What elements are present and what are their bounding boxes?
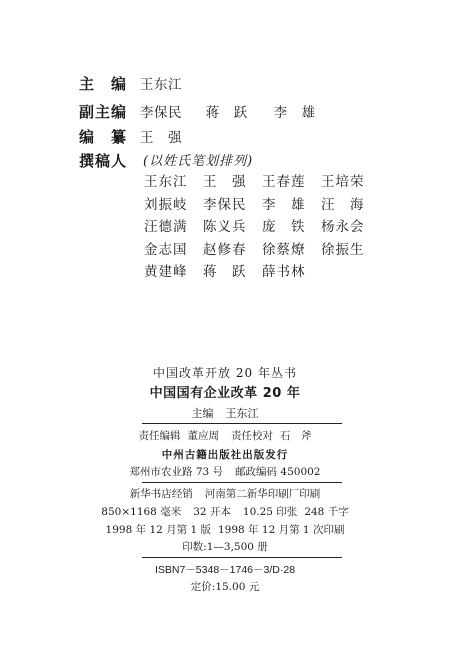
deputy-name: 李 雄	[273, 105, 316, 121]
responsible-editor-name: 董应周	[187, 430, 219, 442]
writer-name: 庞 铁	[262, 219, 306, 235]
compiler-role-label: 编 纂	[79, 128, 128, 146]
writer-name: 李保民	[203, 196, 247, 213]
isbn: ISBN7－5348－1746－3/D·28	[154, 564, 296, 576]
distribution-line	[0, 487, 450, 501]
distributor: 新华书店经销	[129, 488, 193, 500]
writers-role-label: 撰稿人	[79, 152, 128, 170]
price: 定价:15.00 元	[190, 581, 260, 593]
writer-name: 蒋 跃	[203, 264, 247, 280]
print-run: 印数:1—3,500 册	[182, 541, 268, 553]
writer-name: 王东江	[144, 174, 188, 190]
edition-line	[0, 523, 450, 537]
writer-name: 李 雄	[262, 196, 306, 213]
editor-name: 王东江	[225, 407, 259, 420]
responsible-editors-line	[0, 429, 450, 443]
writer-name: 王培荣	[321, 174, 365, 190]
editor-role-label: 主 编	[79, 75, 128, 93]
writer-name: 徐蔡燎	[262, 241, 306, 258]
writer-name: 赵修春	[203, 241, 247, 258]
deputy-names	[140, 104, 316, 122]
writer-name: 徐振生	[321, 241, 365, 258]
editor-line	[0, 407, 450, 421]
writers-order-note: (以姓氏笔划排列)	[143, 154, 254, 169]
writers-row	[144, 261, 380, 284]
writers-row	[144, 171, 380, 194]
address-line	[0, 465, 450, 479]
divider	[142, 557, 342, 558]
writer-name: 陈义兵	[203, 219, 247, 235]
responsible-editor-label: 责任编辑	[138, 430, 181, 442]
book-title: 中国国有企业改革 20 年	[149, 386, 301, 401]
writers-row	[144, 194, 380, 217]
writer-name: 王春莲	[262, 174, 306, 190]
deputy-role-label: 副主编	[79, 103, 128, 121]
divider	[142, 482, 342, 483]
paper-size: 850×1168 毫米	[101, 506, 182, 518]
deputy-name: 蒋 跃	[205, 105, 248, 121]
writer-name: 刘振岐	[144, 196, 188, 213]
writers-list	[144, 171, 380, 284]
editor-label: 主编	[191, 407, 214, 420]
writer-name: 王 强	[203, 174, 247, 190]
writer-name: 黄建峰	[144, 264, 188, 280]
proofreader-label: 责任校对	[231, 430, 273, 442]
writer-name: 金志国	[144, 241, 188, 258]
deputy-name: 李保民	[140, 105, 182, 121]
edition: 1998 年 12 月第 1 版	[105, 524, 211, 536]
format: 32 开本	[193, 506, 231, 518]
writers-row	[144, 239, 380, 262]
writers-row	[144, 216, 380, 239]
publisher: 中州古籍出版社出版发行	[161, 449, 289, 461]
series-title: 中国改革开放 20 年丛书	[153, 366, 297, 380]
credits-section	[0, 0, 450, 300]
printer: 河南第二新华印刷厂印刷	[204, 488, 321, 500]
proofreader-name: 石 斧	[280, 430, 312, 442]
word-count: 248 千字	[304, 506, 349, 518]
writer-name: 薛书林	[262, 264, 306, 280]
printing: 1998 年 12 月第 1 次印刷	[218, 524, 345, 536]
compiler-name: 王 强	[140, 130, 182, 146]
specs-line	[0, 505, 450, 519]
writer-name: 杨永会	[321, 219, 365, 235]
postcode: 邮政编码 450002	[235, 466, 321, 478]
editor-name: 王东江	[140, 77, 182, 93]
address: 郑州市农业路 73 号	[129, 466, 224, 478]
writer-name: 汪 海	[321, 196, 365, 213]
divider	[142, 423, 342, 424]
sheets: 10.25 印张	[242, 506, 298, 518]
writer-name: 汪德满	[144, 219, 188, 235]
